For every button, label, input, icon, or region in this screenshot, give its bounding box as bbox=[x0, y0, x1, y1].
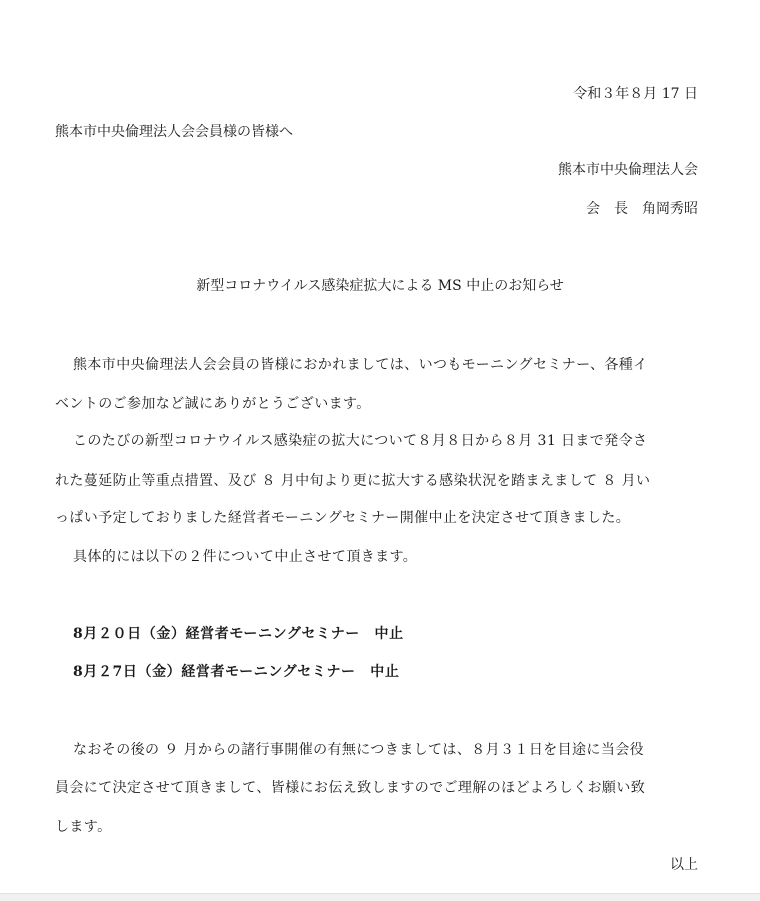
closing-line-2: 員会にて決定させて頂きまして、皆様にお伝え致しますのでご理解のほどよろしくお願い致 bbox=[55, 780, 646, 796]
paragraph-2-line-2: れた蔓延防止等重点措置、及び ８ 月中旬より更に拡大する感染状況を踏まえまして ８ 月い bbox=[55, 473, 651, 489]
sender-organization: 熊本市中央倫理法人会 bbox=[558, 162, 698, 178]
closing-line-1: なおその後の ９ 月からの諸行事開催の有無につきましては、８月３１日を目途に当会役 bbox=[73, 742, 645, 758]
paragraph-2-line-3: っぱい予定しておりました経営者モーニングセミナー開催中止を決定させて頂きました。 bbox=[55, 510, 631, 526]
paragraph-2-line-1: このたびの新型コロナウイルス感染症の拡大について８月８日から８月 31 日まで発令さ bbox=[73, 433, 648, 449]
closing-line-3: します。 bbox=[55, 819, 112, 835]
cancellation-item-1: 8月２０日（金）経営者モーニングセミナー 中止 bbox=[73, 626, 404, 642]
letter-date: 令和３年８月 17 日 bbox=[573, 86, 698, 102]
closing-end-mark: 以上 bbox=[670, 857, 698, 873]
notice-title: 新型コロナウイルス感染症拡大による MS 中止のお知らせ bbox=[196, 278, 564, 294]
sender-name: 会 長 角岡秀昭 bbox=[586, 201, 698, 217]
paragraph-3-line-1: 具体的には以下の２件について中止させて頂きます。 bbox=[73, 549, 418, 565]
paragraph-1-line-2: ベントのご参加など誠にありがとうございます。 bbox=[55, 396, 371, 412]
recipient-line: 熊本市中央倫理法人会会員様の皆様へ bbox=[55, 124, 293, 140]
paragraph-1-line-1: 熊本市中央倫理法人会会員の皆様におかれましては、いつもモーニングセミナー、各種イ bbox=[73, 357, 648, 373]
cancellation-item-2: 8月２7日（金）経営者モーニングセミナー 中止 bbox=[73, 664, 400, 680]
